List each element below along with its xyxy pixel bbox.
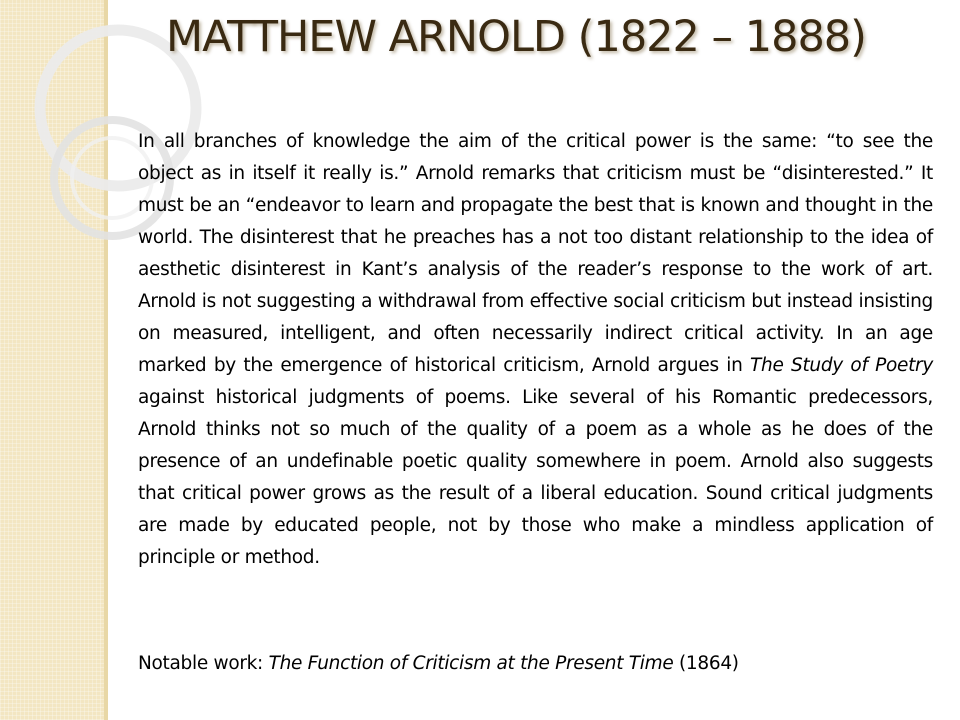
body-paragraph	[138, 126, 933, 574]
body-italic-work-title: The Study of Poetry	[750, 355, 934, 376]
notable-work-label: Notable work:	[138, 653, 269, 674]
notable-work-title: The Function of Criticism at the Present Time	[268, 653, 674, 674]
slide-title: MATTHEW ARNOLD (1822 – 1888)	[166, 12, 866, 62]
notable-work-line	[138, 648, 933, 680]
body-text-part2: against historical judgments of poems. Like several of his Romantic predecessors, Arnold thinks not so much of the quality of a poem as a whole as he does of the presence of an undefinable poetic quality somewhere in poem. Arnold also suggests that critical power grows as the result of a liberal education. Sound critical judgments are made by educated people, not by those who make a mindless application of principle or method.	[138, 387, 933, 568]
body-text-part1: In all branches of knowledge the aim of the critical power is the same: “to see the object as in itself it really is.” Arnold remarks that criticism must be “disinterested.” It must be an “endeavor to learn and propagate the best that is known and thought in the world. The disinterest that he preaches has a not too distant relationship to the idea of aesthetic disinterest in Kant’s analysis of the reader’s response to the work of art. Arnold is not suggesting a withdrawal from effective social criticism but instead insisting on measured, intelligent, and often necessarily indirect critical activity. In an age marked by the emergence of historical criticism, Arnold argues in	[138, 131, 933, 376]
notable-work-year: (1864)	[673, 653, 739, 674]
